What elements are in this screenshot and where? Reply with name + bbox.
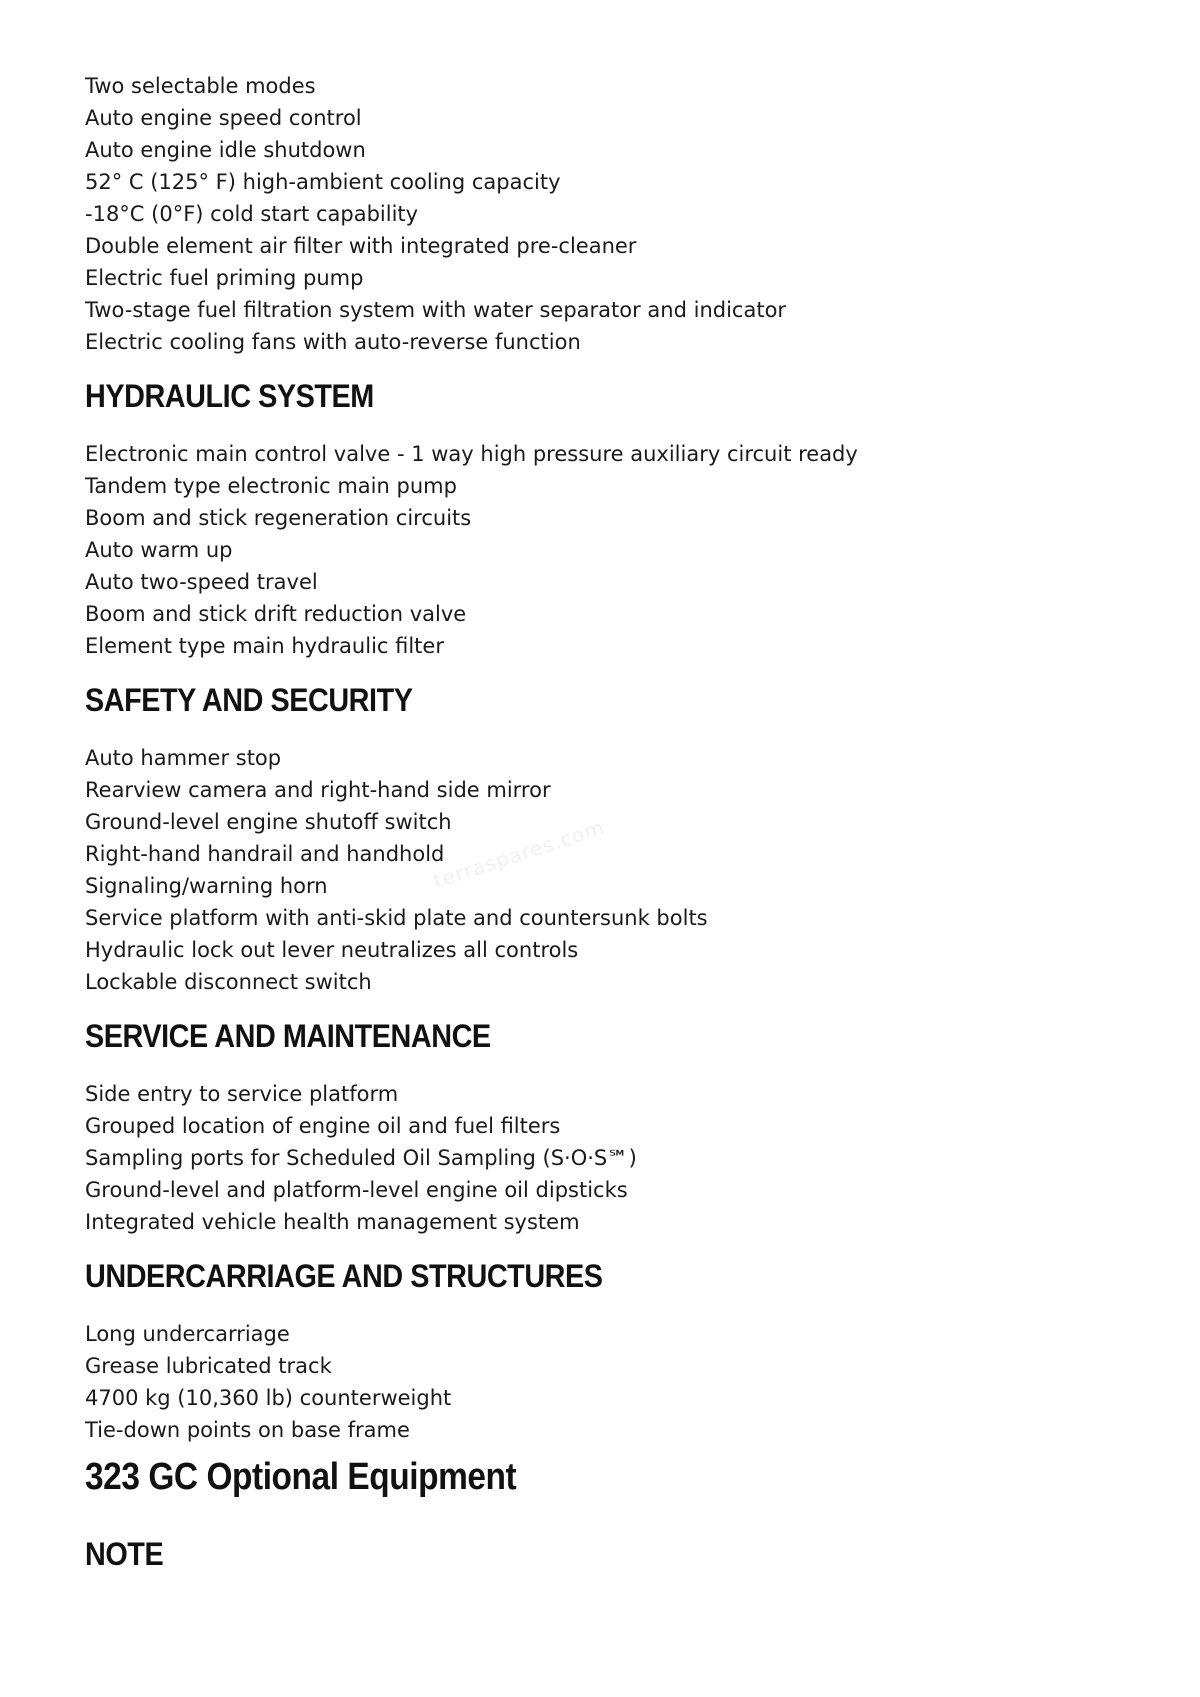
- optional-equipment-title: 323 GC Optional Equipment: [85, 1456, 517, 1498]
- list-item: Grease lubricated track: [85, 1354, 332, 1378]
- list-item: Two-stage fuel filtration system with water separator and indicator: [85, 298, 787, 322]
- list-item: Service platform with anti-skid plate and countersunk bolts: [85, 906, 708, 930]
- undercarriage-list: [85, 1318, 1115, 1446]
- list-item: Tandem type electronic main pump: [85, 474, 457, 498]
- list-item: Signaling/warning horn: [85, 874, 328, 898]
- list-item: Auto engine speed control: [85, 106, 362, 130]
- service-maintenance-heading: SERVICE AND MAINTENANCE: [85, 1018, 491, 1054]
- spec-page: [85, 70, 1115, 1574]
- list-item: Auto hammer stop: [85, 746, 282, 770]
- list-item: 52° C (125° F) high-ambient cooling capacity: [85, 170, 561, 194]
- list-item: Boom and stick regeneration circuits: [85, 506, 472, 530]
- service-list: [85, 1078, 1115, 1238]
- hydraulic-system-heading: HYDRAULIC SYSTEM: [85, 378, 374, 414]
- list-item: Sampling ports for Scheduled Oil Sampling (S·O·S℠): [85, 1146, 637, 1170]
- undercarriage-structures-heading: UNDERCARRIAGE AND STRUCTURES: [85, 1258, 603, 1294]
- list-item: Double element air filter with integrated pre-cleaner: [85, 234, 637, 258]
- list-item: 4700 kg (10,360 lb) counterweight: [85, 1386, 452, 1410]
- hydraulic-list: [85, 438, 1115, 662]
- list-item: Ground-level engine shutoff switch: [85, 810, 452, 834]
- list-item: Electric cooling fans with auto-reverse function: [85, 330, 581, 354]
- list-item: Integrated vehicle health management system: [85, 1210, 580, 1234]
- list-item: Side entry to service platform: [85, 1082, 399, 1106]
- list-item: Electric fuel priming pump: [85, 266, 364, 290]
- note-heading: NOTE: [85, 1536, 164, 1572]
- list-item: Two selectable modes: [85, 74, 316, 98]
- list-item: Rearview camera and right-hand side mirror: [85, 778, 551, 802]
- list-item: Auto two-speed travel: [85, 570, 318, 594]
- list-item: Long undercarriage: [85, 1322, 290, 1346]
- safety-security-heading: SAFETY AND SECURITY: [85, 682, 413, 718]
- list-item: Boom and stick drift reduction valve: [85, 602, 467, 626]
- list-item: Auto warm up: [85, 538, 233, 562]
- list-item: Electronic main control valve - 1 way high pressure auxiliary circuit ready: [85, 442, 858, 466]
- engine-list: [85, 70, 1115, 358]
- list-item: Auto engine idle shutdown: [85, 138, 366, 162]
- list-item: Right-hand handrail and handhold: [85, 842, 445, 866]
- list-item: Element type main hydraulic filter: [85, 634, 444, 658]
- list-item: Grouped location of engine oil and fuel filters: [85, 1114, 561, 1138]
- watermark: terraspares.com: [430, 815, 608, 893]
- list-item: -18°C (0°F) cold start capability: [85, 202, 419, 226]
- list-item: Tie-down points on base frame: [85, 1418, 410, 1442]
- list-item: Hydraulic lock out lever neutralizes all controls: [85, 938, 579, 962]
- list-item: Ground-level and platform-level engine oil dipsticks: [85, 1178, 628, 1202]
- safety-list: [85, 742, 1115, 998]
- list-item: Lockable disconnect switch: [85, 970, 372, 994]
